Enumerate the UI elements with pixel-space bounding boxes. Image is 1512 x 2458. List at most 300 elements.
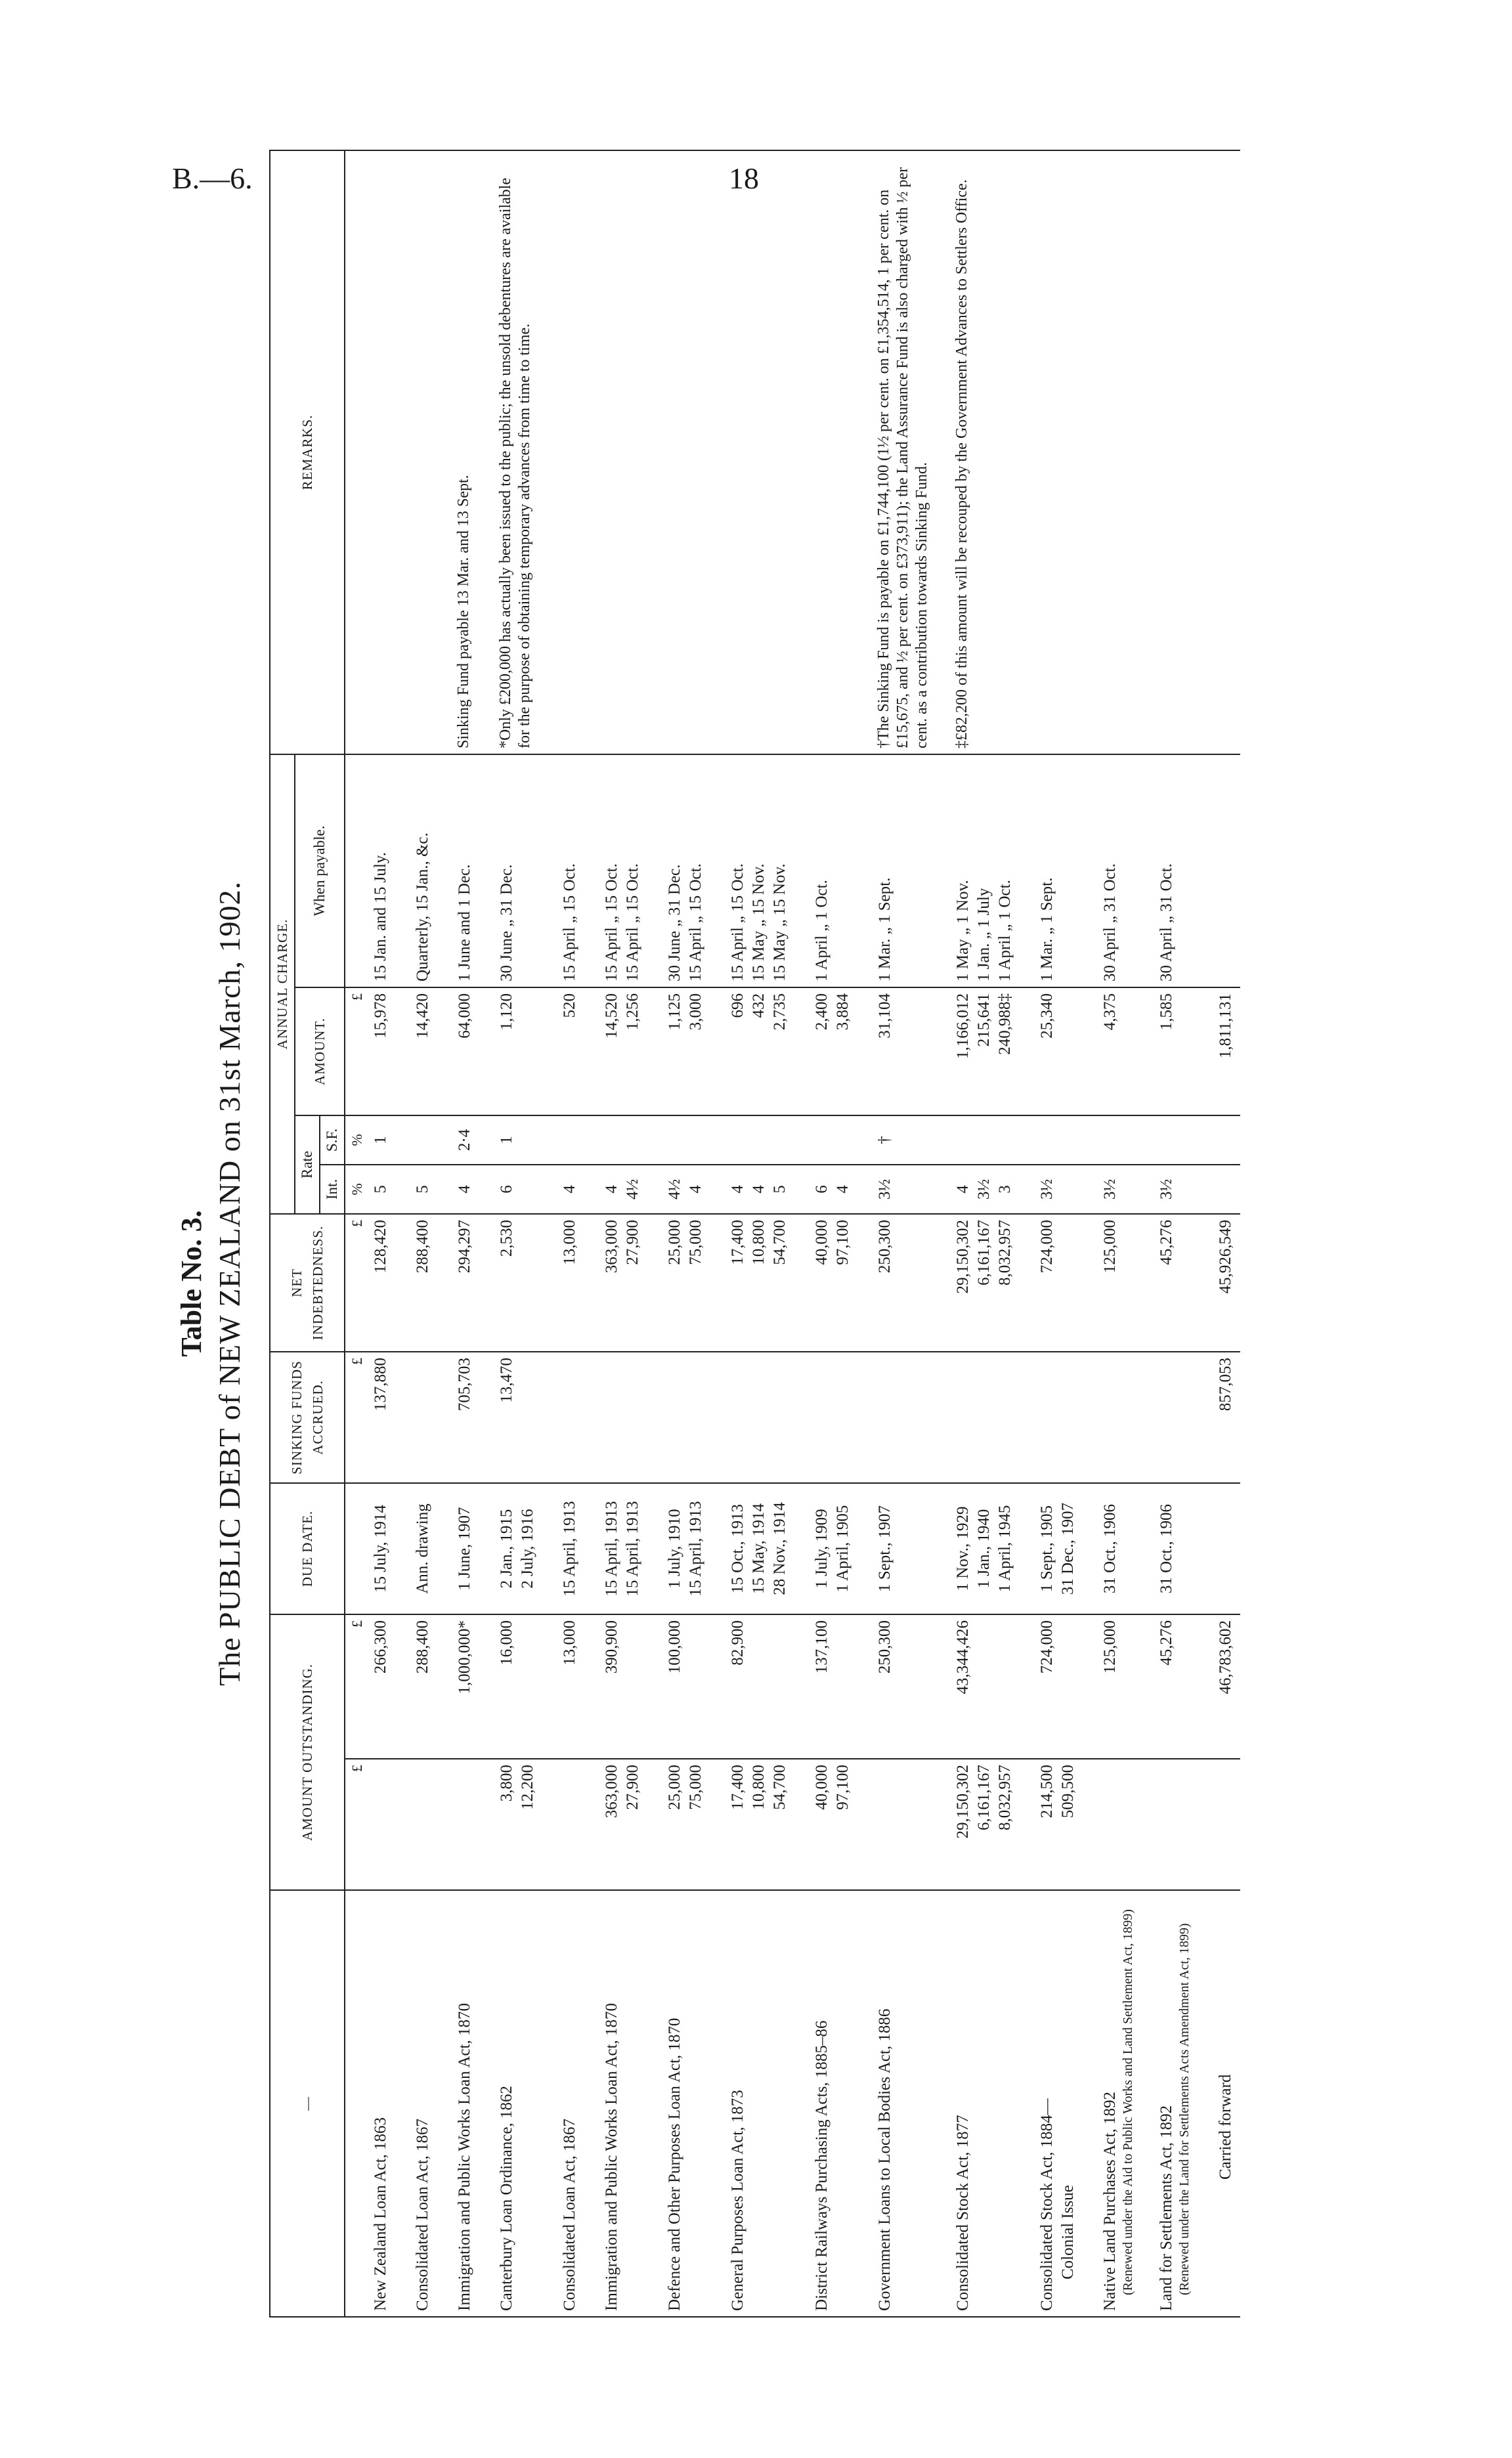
sinking-funds-accrued (726, 1352, 792, 1483)
sinking-funds-accrued: 705,703 (453, 1352, 477, 1483)
when-payable (810, 754, 855, 987)
when-payable-line: 30 April „ 31 Oct. (1101, 863, 1119, 981)
when-payable-line: 30 June „ 31 Dec. (498, 864, 515, 981)
row-spacer (708, 150, 726, 2317)
when-payable-line: 15 April „ 15 Oct. (624, 863, 641, 981)
sinking-funds-accrued (951, 1352, 1017, 1483)
sinking-fund-rate (1098, 1115, 1136, 1165)
net-indebtedness-line: 8,032,957 (996, 1220, 1014, 1285)
loan-name: Consolidated Stock Act, 1884— (1038, 2098, 1056, 2311)
net-indebtedness (1155, 1214, 1193, 1352)
carried-forward-row (1211, 150, 1240, 2317)
due-date (1155, 1483, 1193, 1614)
interest-rate-line: 4½ (666, 1178, 683, 1200)
table-row (558, 150, 582, 2317)
when-payable-line: 1 Mar. „ 1 Sept. (876, 877, 894, 981)
when-payable (453, 754, 477, 987)
header-description: — (270, 1890, 345, 2317)
amount-part-line: 12,200 (519, 1765, 536, 1810)
amount-part-line: 214,500 (1038, 1765, 1056, 1819)
when-payable (726, 754, 792, 987)
interest-rate-line: 5 (414, 1185, 431, 1194)
annual-amount-line: 3,884 (834, 993, 852, 1031)
table-row (411, 150, 435, 2317)
annual-amount-line: 1,585 (1157, 993, 1175, 1031)
due-date-line: 15 April, 1913 (603, 1501, 620, 1597)
sinking-fund-rate (951, 1115, 1017, 1165)
annual-amount (369, 987, 393, 1115)
amount-part-line: 509,500 (1059, 1765, 1077, 1819)
net-indebtedness (495, 1214, 540, 1352)
net-indebtedness-line: 10,800 (750, 1220, 767, 1265)
row-spacer (1136, 150, 1155, 2317)
due-date (369, 1483, 393, 1614)
sinking-funds-accrued (411, 1352, 435, 1483)
when-payable-line: 15 April „ 15 Oct. (687, 863, 704, 981)
header-amount: AMOUNT. (295, 987, 345, 1115)
annual-amount (411, 987, 435, 1115)
due-date (453, 1483, 477, 1614)
amount-part-line: 40,000 (813, 1765, 831, 1810)
amount-outstanding: 288,400 (411, 1614, 435, 1759)
carried-forward-sinking: 857,053 (1211, 1352, 1240, 1483)
amount-outstanding: 45,276 (1155, 1614, 1193, 1759)
sinking-fund-rate (1155, 1115, 1193, 1165)
remarks (663, 150, 708, 754)
report-code: B.—6. (172, 162, 253, 195)
row-spacer (477, 150, 495, 2317)
unit-pound: £ (345, 1614, 369, 1759)
annual-amount (873, 987, 933, 1115)
net-indebtedness-line: 45,276 (1157, 1220, 1175, 1265)
remarks (411, 150, 435, 754)
due-date-line: 1 April, 1945 (996, 1505, 1014, 1593)
loan-name: Immigration and Public Works Loan Act, 1870 (603, 2003, 620, 2311)
sinking-funds-accrued (1098, 1352, 1136, 1483)
due-date (1098, 1483, 1136, 1614)
loan-description (369, 1890, 393, 2317)
due-date-line: 1 Sept., 1907 (876, 1505, 894, 1592)
interest-rate-line: 4 (456, 1185, 473, 1194)
loan-subtitle: Colonial Issue (1059, 2185, 1077, 2279)
unit-pound: £ (345, 1214, 369, 1352)
annual-amount (600, 987, 645, 1115)
when-payable-line: Quarterly, 15 Jan., &c. (414, 832, 431, 981)
net-indebtedness-line: 294,297 (456, 1220, 473, 1274)
sinking-funds-accrued: 13,470 (495, 1352, 540, 1483)
row-spacer (855, 150, 873, 2317)
when-payable-line: 15 April „ 15 Oct. (729, 863, 746, 981)
when-payable-line: 15 Jan. and 15 July. (372, 852, 389, 981)
interest-rate-line: 6 (498, 1185, 515, 1194)
interest-rate (1098, 1165, 1136, 1214)
loan-name: Land for Settlements Act, 1892 (1157, 2105, 1175, 2311)
sinking-funds-accrued (663, 1352, 708, 1483)
due-date-line: 1 July, 1910 (666, 1509, 683, 1589)
interest-rate-line: 3½ (1038, 1178, 1056, 1200)
sinking-fund-rate-line: 2·4 (456, 1129, 473, 1152)
sinking-funds-accrued: 137,880 (369, 1352, 393, 1483)
interest-rate (453, 1165, 477, 1214)
net-indebtedness-line: 29,150,302 (954, 1220, 972, 1294)
interest-rate-line: 4 (729, 1185, 746, 1194)
row-spacer (1080, 150, 1098, 2317)
public-debt-table (269, 150, 1240, 2318)
rotated-table-page (171, 151, 1339, 2318)
loan-description (453, 1890, 477, 2317)
loan-description (1155, 1890, 1193, 2317)
header-interest: Int. (320, 1165, 345, 1214)
annual-amount (726, 987, 792, 1115)
loan-name: Consolidated Loan Act, 1867 (561, 2118, 578, 2311)
loan-name: Canterbury Loan Ordinance, 1862 (498, 2086, 515, 2311)
unit-pound: £ (345, 1352, 369, 1483)
when-payable (1155, 754, 1193, 987)
loan-description (600, 1890, 645, 2317)
table-row (1155, 150, 1193, 2317)
loan-description (810, 1890, 855, 2317)
due-date (1035, 1483, 1080, 1614)
interest-rate-line: 3 (996, 1185, 1014, 1194)
amount-outstanding: 250,300 (873, 1614, 933, 1759)
interest-rate-line: 6 (813, 1185, 831, 1194)
sinking-fund-rate (1035, 1115, 1080, 1165)
annual-amount-line: 432 (750, 993, 767, 1018)
loan-name: Immigration and Public Works Loan Act, 1870 (456, 2003, 473, 2311)
annual-amount-line: 696 (729, 993, 746, 1018)
net-indebtedness-line: 128,420 (372, 1220, 389, 1274)
header-rate: Rate (295, 1115, 320, 1214)
table-row (1035, 150, 1080, 2317)
header-net-indebtedness: NET INDEBTEDNESS. (270, 1214, 345, 1352)
when-payable-line: 15 April „ 15 Oct. (603, 863, 620, 981)
net-indebtedness-line: 40,000 (813, 1220, 831, 1265)
net-indebtedness-line: 54,700 (771, 1220, 788, 1265)
annual-amount-line: 1,256 (624, 993, 641, 1031)
table-row (663, 150, 708, 2317)
due-date-line: 28 Nov., 1914 (771, 1502, 788, 1595)
sinking-funds-accrued (810, 1352, 855, 1483)
loan-name: District Railways Purchasing Acts, 1885–86 (813, 2020, 831, 2311)
due-date-line: 31 Dec., 1907 (1059, 1502, 1077, 1595)
when-payable (600, 754, 645, 987)
sinking-fund-rate-line: † (876, 1136, 894, 1144)
interest-rate-line: 4½ (624, 1178, 641, 1200)
annual-amount (495, 987, 540, 1115)
interest-rate (600, 1165, 645, 1214)
due-date-line: 31 Oct., 1906 (1157, 1503, 1175, 1594)
amount-part-line: 6,161,167 (975, 1765, 993, 1830)
net-indebtedness (369, 1214, 393, 1352)
unit-pound: £ (345, 987, 369, 1115)
interest-rate (411, 1165, 435, 1214)
header-annual-charge: ANNUAL CHARGE. (270, 754, 295, 1214)
interest-rate (726, 1165, 792, 1214)
interest-rate-line: 4 (603, 1185, 620, 1194)
annual-amount-line: 25,340 (1038, 993, 1056, 1039)
table-row (453, 150, 477, 2317)
table-row (600, 150, 645, 2317)
amount-part-line: 97,100 (834, 1765, 852, 1810)
when-payable-line: 1 Jan. „ 1 July (975, 888, 993, 981)
annual-amount-line: 2,735 (771, 993, 788, 1031)
when-payable-line: 30 April „ 31 Oct. (1157, 863, 1175, 981)
unit-percent: % (345, 1165, 369, 1214)
loan-name: Consolidated Loan Act, 1867 (414, 2118, 431, 2311)
due-date-line: 15 April, 1913 (624, 1501, 641, 1597)
sinking-fund-rate (558, 1115, 582, 1165)
remarks (558, 150, 582, 754)
interest-rate (810, 1165, 855, 1214)
sinking-fund-rate (726, 1115, 792, 1165)
loan-description (411, 1890, 435, 2317)
table-number: Table No. 3. (175, 1210, 207, 1357)
annual-amount-line: 15,978 (372, 993, 389, 1039)
annual-amount-line: 31,104 (876, 993, 894, 1039)
amount-outstanding: 390,900 (600, 1614, 645, 1759)
annual-amount (453, 987, 477, 1115)
due-date (663, 1483, 708, 1614)
annual-amount-line: 1,125 (666, 993, 683, 1031)
due-date (873, 1483, 933, 1614)
interest-rate-line: 3½ (1157, 1178, 1175, 1200)
sinking-funds-accrued (873, 1352, 933, 1483)
net-indebtedness (663, 1214, 708, 1352)
due-date (495, 1483, 540, 1614)
annual-amount-line: 4,375 (1101, 993, 1119, 1031)
net-indebtedness-line: 25,000 (666, 1220, 683, 1265)
amount-part (873, 1759, 933, 1890)
net-indebtedness (600, 1214, 645, 1352)
amount-part-line: 3,800 (498, 1765, 515, 1802)
when-payable (951, 754, 1017, 987)
due-date-line: 1 Nov., 1929 (954, 1506, 972, 1591)
when-payable-line: 1 May „ 1 Nov. (954, 880, 972, 981)
remarks: ‡£82,200 of this amount will be recouped by the Government Advances to Settlers Office. (951, 150, 1017, 754)
net-indebtedness (558, 1214, 582, 1352)
net-indebtedness-line: 288,400 (414, 1220, 431, 1274)
when-payable (1098, 754, 1136, 987)
due-date-line: 1 July, 1909 (813, 1509, 831, 1589)
row-spacer (1193, 150, 1211, 2317)
amount-part-line: 363,000 (603, 1765, 620, 1819)
annual-amount-line: 14,420 (414, 993, 431, 1039)
annual-amount (951, 987, 1017, 1115)
due-date-line: 15 July, 1914 (372, 1505, 389, 1593)
remarks: Sinking Fund payable 13 Mar. and 13 Sept. (453, 150, 477, 754)
net-indebtedness-line: 2,530 (498, 1220, 515, 1257)
table-row (726, 150, 792, 2317)
sinking-funds-accrued (600, 1352, 645, 1483)
table-row (369, 150, 393, 2317)
sinking-fund-rate (369, 1115, 393, 1165)
interest-rate (1155, 1165, 1193, 1214)
due-date (810, 1483, 855, 1614)
interest-rate (1035, 1165, 1080, 1214)
remarks (1155, 150, 1193, 754)
carried-forward-amount: 1,811,131 (1211, 987, 1240, 1115)
when-payable (873, 754, 933, 987)
row-spacer (393, 150, 411, 2317)
units-row (345, 150, 369, 2317)
when-payable-line: 15 May „ 15 Nov. (750, 863, 767, 981)
interest-rate-line: 3½ (1101, 1178, 1119, 1200)
when-payable-line: 1 Mar. „ 1 Sept. (1038, 877, 1056, 981)
loan-subtitle: (Renewed under the Aid to Public Works and Land Settlement Act, 1899) (1121, 1909, 1135, 2295)
when-payable-line: 1 April „ 1 Oct. (813, 880, 831, 981)
interest-rate (873, 1165, 933, 1214)
net-indebtedness-line: 13,000 (561, 1220, 578, 1265)
amount-part (663, 1759, 708, 1890)
amount-outstanding: 43,344,426 (951, 1614, 1017, 1759)
loan-description (951, 1890, 1017, 2317)
when-payable-line: 30 June „ 31 Dec. (666, 864, 683, 981)
annual-amount-line: 215,641 (975, 993, 993, 1047)
due-date-line: 15 April, 1913 (687, 1501, 704, 1597)
due-date-line: 15 May, 1914 (750, 1503, 767, 1594)
amount-outstanding: 266,300 (369, 1614, 393, 1759)
remarks (1098, 150, 1136, 754)
loan-name: Defence and Other Purposes Loan Act, 1870 (666, 2017, 683, 2311)
interest-rate-line: 4 (834, 1185, 852, 1194)
interest-rate-line: 4 (687, 1185, 704, 1194)
net-indebtedness (411, 1214, 435, 1352)
annual-amount-line: 240,988‡ (996, 993, 1014, 1055)
interest-rate-line: 5 (771, 1185, 788, 1194)
interest-rate-line: 4 (750, 1185, 767, 1194)
annual-amount-line: 1,166,012 (954, 993, 972, 1059)
interest-rate-line: 4 (561, 1185, 578, 1194)
amount-outstanding: 82,900 (726, 1614, 792, 1759)
due-date (558, 1483, 582, 1614)
loan-description (726, 1890, 792, 2317)
sinking-funds-accrued (558, 1352, 582, 1483)
remarks: *Only £200,000 has actually been issued to the public; the unsold debentures are available for the purpose of obtaining temporary advances from time to time. (495, 150, 540, 754)
net-indebtedness-line: 97,100 (834, 1220, 852, 1265)
amount-outstanding: 125,000 (1098, 1614, 1136, 1759)
page-number: 18 (729, 162, 759, 195)
when-payable (558, 754, 582, 987)
net-indebtedness (810, 1214, 855, 1352)
due-date-line: 1 Jan., 1940 (975, 1509, 993, 1589)
when-payable-line: 15 May „ 15 Nov. (771, 863, 788, 981)
amount-outstanding: 13,000 (558, 1614, 582, 1759)
table-row (951, 150, 1017, 2317)
when-payable-line: 1 April „ 1 Oct. (996, 880, 1014, 981)
when-payable (369, 754, 393, 987)
due-date-line: Ann. drawing (414, 1503, 431, 1594)
when-payable-line: 1 June and 1 Dec. (456, 864, 473, 981)
due-date-line: 2 July, 1916 (519, 1509, 536, 1589)
annual-amount (1155, 987, 1193, 1115)
remarks: †The Sinking Fund is payable on £1,744,100 (1½ per cent. on £1,354,514, 1 per cent. on £15,675, and ½ per cent. on £373,911); the Land Assurance Fund is also charged with ½ per cent. as a contribution towards Sinking Fund. (873, 150, 933, 754)
header-sinking-funds: SINKING FUNDS ACCRUED. (270, 1352, 345, 1483)
carried-forward-total: 46,783,602 (1211, 1614, 1240, 1759)
row-spacer (933, 150, 951, 2317)
due-date-line: 2 Jan., 1915 (498, 1509, 515, 1589)
due-date-line: 15 Oct., 1913 (729, 1503, 746, 1594)
annual-amount-line: 64,000 (456, 993, 473, 1039)
amount-part-line: 29,150,302 (954, 1765, 972, 1839)
annual-amount-line: 14,520 (603, 993, 620, 1039)
amount-outstanding: 1,000,000* (453, 1614, 477, 1759)
amount-outstanding: 100,000 (663, 1614, 708, 1759)
amount-part (810, 1759, 855, 1890)
header-due-date: DUE DATE. (270, 1483, 345, 1614)
amount-part (1098, 1759, 1136, 1890)
carried-forward-net: 45,926,549 (1211, 1214, 1240, 1352)
amount-part (726, 1759, 792, 1890)
interest-rate (951, 1165, 1017, 1214)
interest-rate-line: 5 (372, 1185, 389, 1194)
net-indebtedness-line: 363,000 (603, 1220, 620, 1274)
when-payable (495, 754, 540, 987)
loan-name: Native Land Purchases Act, 1892 (1101, 2092, 1119, 2311)
due-date-line: 31 Oct., 1906 (1101, 1503, 1119, 1594)
sinking-funds-accrued (1035, 1352, 1080, 1483)
net-indebtedness (1035, 1214, 1080, 1352)
due-date-line: 1 June, 1907 (456, 1507, 473, 1591)
loan-description (558, 1890, 582, 2317)
carried-forward-label: Carried forward (1217, 2074, 1234, 2180)
amount-part (600, 1759, 645, 1890)
due-date-line: 1 Sept., 1905 (1038, 1505, 1056, 1592)
loan-name: Consolidated Stock Act, 1877 (954, 2115, 972, 2311)
sinking-fund-rate (873, 1115, 933, 1165)
table-title-block (171, 249, 247, 2318)
sinking-funds-accrued (1155, 1352, 1193, 1483)
annual-amount (810, 987, 855, 1115)
net-indebtedness-line: 724,000 (1038, 1220, 1056, 1274)
amount-outstanding: 724,000 (1035, 1614, 1080, 1759)
amount-part-line: 25,000 (666, 1765, 683, 1810)
interest-rate-line: 4 (954, 1185, 972, 1194)
loan-description (663, 1890, 708, 2317)
net-indebtedness-line: 250,300 (876, 1220, 894, 1274)
amount-part (453, 1759, 477, 1890)
row-spacer (792, 150, 810, 2317)
when-payable (663, 754, 708, 987)
loan-name: Government Loans to Local Bodies Act, 1886 (876, 2008, 894, 2311)
loan-description (495, 1890, 540, 2317)
when-payable-line: 15 April „ 15 Oct. (561, 863, 578, 981)
net-indebtedness (951, 1214, 1017, 1352)
net-indebtedness (1098, 1214, 1136, 1352)
amount-part (411, 1759, 435, 1890)
row-spacer (645, 150, 663, 2317)
amount-outstanding: 137,100 (810, 1614, 855, 1759)
header-amount-outstanding: AMOUNT OUTSTANDING. (270, 1614, 345, 1890)
table-row (495, 150, 540, 2317)
when-payable (1035, 754, 1080, 987)
remarks (1035, 150, 1080, 754)
sinking-fund-rate-line: 1 (372, 1136, 389, 1144)
net-indebtedness-line: 17,400 (729, 1220, 746, 1265)
due-date (726, 1483, 792, 1614)
row-spacer (435, 150, 453, 2317)
unit-pound: £ (345, 1759, 369, 1890)
amount-part (1155, 1759, 1193, 1890)
interest-rate (558, 1165, 582, 1214)
unit-percent: % (345, 1115, 369, 1165)
when-payable (411, 754, 435, 987)
sinking-fund-rate (600, 1115, 645, 1165)
loan-name: New Zealand Loan Act, 1863 (372, 2117, 389, 2311)
amount-part-line: 10,800 (750, 1765, 767, 1810)
net-indebtedness-line: 75,000 (687, 1220, 704, 1265)
header-when-payable: When payable. (295, 754, 345, 987)
sinking-fund-rate (411, 1115, 435, 1165)
